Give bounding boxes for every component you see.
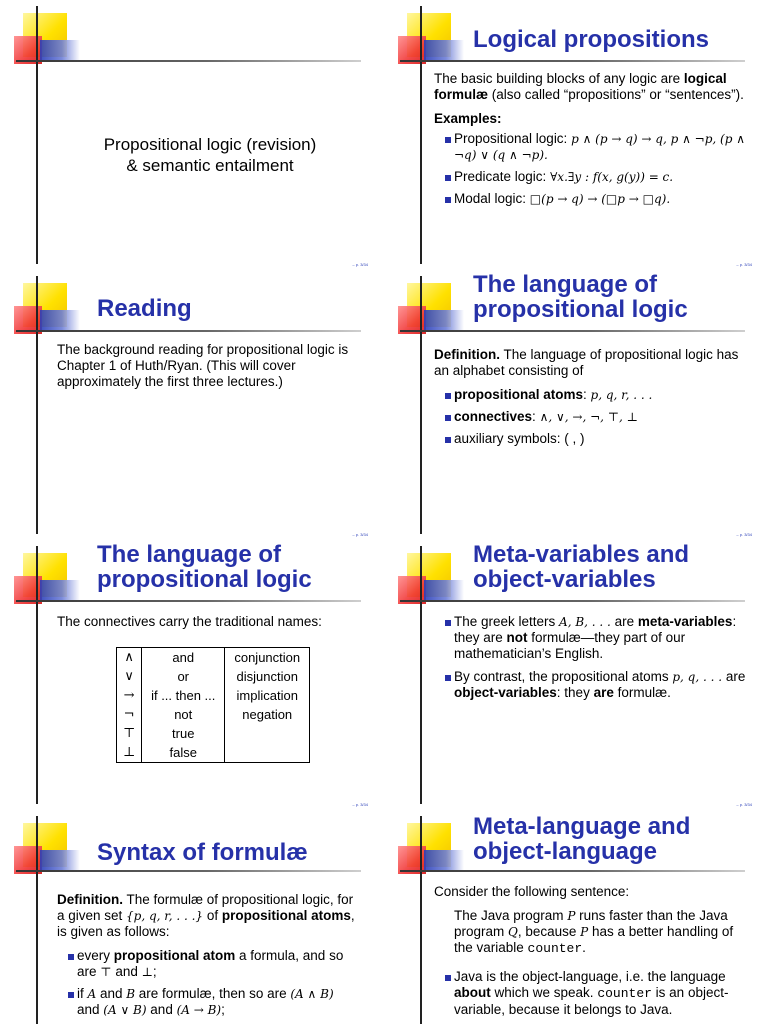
- intro-paragraph: Consider the following sentence:: [434, 884, 630, 899]
- examples-label: Examples:: [434, 111, 502, 126]
- slide-title: The language of propositional logic: [97, 541, 312, 593]
- intro-paragraph: The basic building blocks of any logic are logical formulæ (also called “propositions” or “sentences”).: [434, 71, 744, 102]
- list-item: The greek letters A, B, . . . are meta-variables: they are not formulæ—they part of our mathematician’s English.: [434, 614, 754, 662]
- red-square: [398, 576, 426, 604]
- blue-bar: [40, 850, 80, 872]
- red-square: [398, 846, 426, 874]
- red-square: [14, 846, 42, 874]
- quoted-sentence: The Java program P runs faster than the Java program Q, because P has a better handling of the variable counter.: [454, 908, 734, 956]
- list-item: Predicate logic: ∀x.∃y : f(x, g(y)) = c.: [434, 169, 754, 185]
- horizontal-rule: [16, 60, 361, 62]
- table-row: ∧ and conjunction: [117, 648, 310, 668]
- vertical-rule: [36, 6, 38, 264]
- slide-body: [57, 892, 357, 1024]
- yellow-square: [23, 283, 67, 327]
- vertical-rule: [36, 276, 38, 534]
- blue-bar: [424, 40, 464, 62]
- table-row: ⊥ false: [117, 743, 310, 763]
- slide-body: [434, 884, 754, 1024]
- red-square: [398, 306, 426, 334]
- yellow-square: [407, 283, 451, 327]
- language-list: [434, 969, 754, 1018]
- slide-title: Meta-variables and object-variables: [473, 541, 690, 593]
- vertical-rule: [420, 6, 422, 264]
- slide-syntax-of-formulae: [0, 810, 384, 1024]
- yellow-square: [23, 823, 67, 867]
- yellow-square: [407, 553, 451, 597]
- slide-title: The language of propositional logic: [473, 271, 688, 323]
- connectives-table: [116, 647, 310, 763]
- list-item: Modal logic: □(p → q) → (□p → □q).: [434, 191, 754, 207]
- horizontal-rule: [16, 330, 361, 332]
- vertical-rule: [420, 546, 422, 804]
- alphabet-list: [434, 387, 754, 447]
- horizontal-rule: [400, 870, 745, 872]
- blue-bar: [424, 850, 464, 872]
- definition-paragraph: Definition. The language of propositional logic has an alphabet consisting of: [434, 347, 739, 378]
- page-number: – p. 3/34: [736, 532, 752, 537]
- slide-title: Reading: [97, 295, 192, 322]
- yellow-square: [23, 553, 67, 597]
- list-item: propositional atoms: p, q, r, . . .: [434, 387, 754, 403]
- horizontal-rule: [400, 60, 745, 62]
- vertical-rule: [420, 276, 422, 534]
- blue-bar: [424, 310, 464, 332]
- slide-language-alphabet: [384, 270, 768, 540]
- slide-title: Logical propositions: [473, 26, 710, 53]
- vertical-rule: [36, 546, 38, 804]
- slide-title: Syntax of formulæ: [97, 839, 308, 866]
- vertical-rule: [36, 816, 38, 1024]
- blue-bar: [424, 580, 464, 602]
- table-row: ⊤ true: [117, 724, 310, 743]
- blue-bar: [40, 310, 80, 332]
- yellow-square: [407, 823, 451, 867]
- slide-meta-language: [384, 810, 768, 1024]
- slide-reading: [0, 270, 384, 540]
- yellow-square: [407, 13, 451, 57]
- slide-body: [434, 71, 754, 213]
- formula-rules-list: [57, 948, 357, 1018]
- table-row: ∨ or disjunction: [117, 667, 310, 686]
- definition-paragraph: Definition. The formulæ of propositional logic, for a given set {p, q, r, . . .} of propositional atoms, is given as follows:: [57, 892, 355, 939]
- horizontal-rule: [16, 870, 361, 872]
- list-item: connectives: ∧, ∨, →, ¬, ⊤, ⊥: [434, 409, 754, 425]
- red-square: [398, 36, 426, 64]
- examples-list: [434, 131, 754, 207]
- vertical-rule: [420, 816, 422, 1024]
- red-square: [14, 36, 42, 64]
- cover-title: Propositional logic (revision) & semantic entailment: [103, 135, 317, 175]
- list-item: Java is the object-language, i.e. the language about which we speak. counter is an object-variable, because it belongs to Java.: [434, 969, 754, 1018]
- blue-bar: [40, 580, 80, 602]
- table-row: → if ... then ... implication: [117, 686, 310, 705]
- list-item: if A and B are formulæ, then so are (A ∧ B) and (A ∨ B) and (A → B);: [57, 986, 357, 1018]
- slide-body: The background reading for propositional logic is Chapter 1 of Huth/Ryan. (This will cover approximately the first three lectures.): [57, 342, 349, 389]
- page-number: – p. 3/34: [352, 532, 368, 537]
- list-item: auxiliary symbols: ( , ): [434, 431, 754, 447]
- list-item: every propositional atom a formula, and so are ⊤ and ⊥;: [57, 948, 357, 980]
- page-number: – p. 3/34: [352, 262, 368, 267]
- table-row: ¬ not negation: [117, 705, 310, 724]
- red-square: [14, 576, 42, 604]
- slide-body: [434, 347, 754, 453]
- slide-cover: [0, 0, 384, 270]
- page-number: – p. 3/34: [736, 262, 752, 267]
- slide-body: [434, 614, 754, 707]
- blue-bar: [40, 40, 80, 62]
- yellow-square: [23, 13, 67, 57]
- horizontal-rule: [16, 600, 361, 602]
- red-square: [14, 306, 42, 334]
- horizontal-rule: [400, 600, 745, 602]
- slide-meta-variables: [384, 540, 768, 810]
- list-item: By contrast, the propositional atoms p, q, . . . are object-variables: they are formulæ.: [434, 669, 754, 701]
- slide-title: Meta-language and object-language: [473, 813, 691, 865]
- page-number: – p. 3/34: [352, 802, 368, 807]
- page-number: – p. 3/34: [736, 802, 752, 807]
- slide-logical-propositions: [384, 0, 768, 270]
- variables-list: [434, 614, 754, 701]
- slide-body: The connectives carry the traditional names:: [57, 614, 322, 629]
- horizontal-rule: [400, 330, 745, 332]
- slide-connective-names: [0, 540, 384, 810]
- list-item: Propositional logic: p ∧ (p → q) → q, p ∧ ¬p, (p ∧ ¬q) ∨ (q ∧ ¬p).: [434, 131, 754, 163]
